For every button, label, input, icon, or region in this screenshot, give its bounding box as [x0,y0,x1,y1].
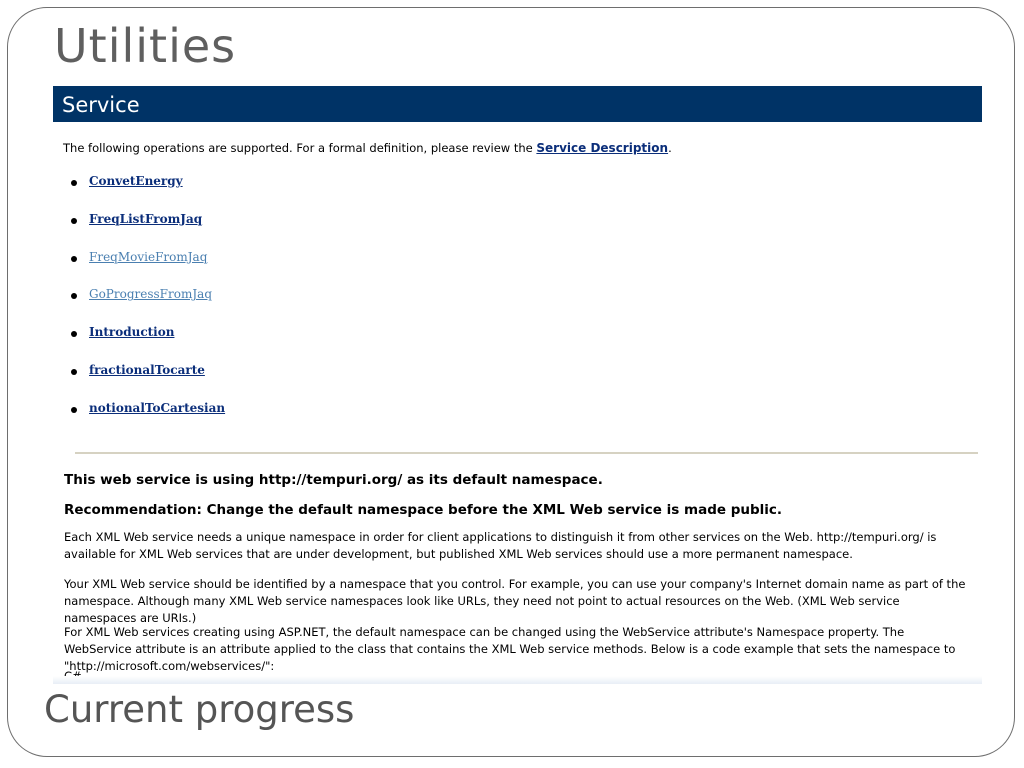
operations-list [71,174,225,439]
paragraph-namespace-control: Your XML Web service should be identified by a namespace that you control. For example, you can use your company's Internet domain name as part of the namespace. Although many XML Web service namespaces look like URLs, they need not point to actual resources on the Web. (XML Web service namespaces are URIs.) [64,577,966,625]
list-item [71,325,225,363]
paragraph-aspnet-namespace: For XML Web services creating using ASP.NET, the default namespace can be changed using the WebService attribute's Namespace property. The WebService attribute is an attribute applied to the class that contains the XML Web service methods. Below is a code example that sets the namespace to "http://microsoft.com/webservices/": [64,625,956,673]
intro-text-end: . [668,141,672,155]
operation-link-introduction[interactable]: Introduction [89,325,175,340]
service-header-bar: Service [53,86,982,122]
bullet-icon [71,407,77,413]
section-divider [75,452,978,454]
list-item [71,212,225,250]
service-page-screenshot [53,86,982,684]
bullet-icon [71,293,77,299]
paragraph-namespace-uniqueness: Each XML Web service needs a unique namespace in order for client applications to distinguish it from other services on the Web. http://tempuri.org/ is available for XML Web services that are under development, but published XML Web services should use a more permanent namespace. [64,530,937,561]
recommendation-heading: Recommendation: Change the default namespace before the XML Web service is made public. [64,502,783,518]
operation-link-freqmoviefromjaq[interactable]: FreqMovieFromJaq [89,249,208,264]
operation-link-convetenergy[interactable]: ConvetEnergy [89,174,183,188]
intro-text-body: The following operations are supported. For a formal definition, please review the [63,141,537,155]
operation-link-notionaltocartesian[interactable]: notionalToCartesian [89,400,226,415]
operation-link-goprogressfromjaq[interactable]: GoProgressFromJaq [89,287,212,302]
screenshot-bottom-edge [53,676,982,684]
slide-title: Utilities [54,19,237,73]
slide-subtitle: Current progress [44,688,355,731]
bullet-icon [71,256,77,262]
list-item [71,174,225,212]
list-item [71,287,225,325]
list-item [71,401,225,439]
bullet-icon [71,331,77,337]
service-description-link[interactable]: Service Description [536,141,669,155]
bullet-icon [71,218,77,224]
bullet-icon [71,180,77,186]
namespace-notice: This web service is using http://tempuri.org/ as its default namespace. [64,472,603,488]
intro-text [63,141,672,155]
operation-link-fractionaltocarte[interactable]: fractionalTocarte [89,362,205,377]
bullet-icon [71,369,77,375]
operation-link-freqlistfromjaq[interactable]: FreqListFromJaq [89,211,203,226]
list-item [71,250,225,288]
list-item [71,363,225,401]
